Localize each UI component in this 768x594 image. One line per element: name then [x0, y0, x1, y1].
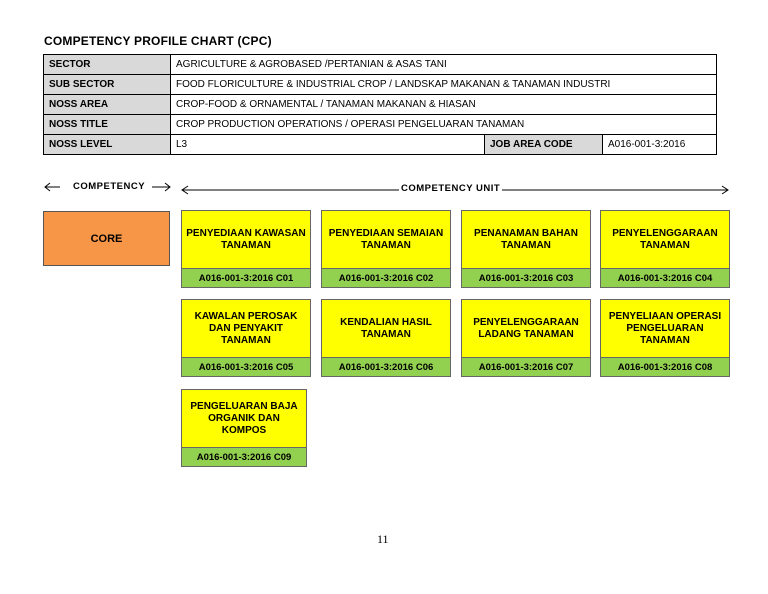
page-number: 11: [377, 532, 389, 546]
noss-title-label: NOSS TITLE: [44, 115, 171, 135]
unit-name: PENYELENGGARAAN LADANG TANAMAN: [462, 300, 590, 358]
competency-unit-c09: [181, 389, 307, 467]
sector-value: AGRICULTURE & AGROBASED /PERTANIAN & ASAS TANI: [171, 55, 717, 75]
noss-level-value: L3: [171, 135, 485, 155]
unit-name: PENANAMAN BAHAN TANAMAN: [462, 211, 590, 269]
unit-code: A016-001-3:2016 C03: [462, 269, 590, 287]
competency-unit-c08: [600, 299, 730, 377]
table-row: [44, 115, 717, 135]
table-row: [44, 135, 717, 155]
unit-code: A016-001-3:2016 C08: [601, 358, 729, 376]
table-row: [44, 75, 717, 95]
table-row: [44, 95, 717, 115]
chart-title: COMPETENCY PROFILE CHART (CPC): [44, 34, 272, 48]
unit-name: PENYELENGGARAAN TANAMAN: [601, 211, 729, 269]
unit-name: PENYELIAAN OPERASI PENGELUARAN TANAMAN: [601, 300, 729, 358]
unit-code: A016-001-3:2016 C01: [182, 269, 310, 287]
noss-level-label: NOSS LEVEL: [44, 135, 171, 155]
job-area-label: JOB AREA CODE: [485, 135, 603, 155]
competency-unit-c04: [600, 210, 730, 288]
noss-area-value: CROP-FOOD & ORNAMENTAL / TANAMAN MAKANAN & HIASAN: [171, 95, 717, 115]
unit-name: KENDALIAN HASIL TANAMAN: [322, 300, 450, 358]
competency-unit-c01: [181, 210, 311, 288]
unit-code: A016-001-3:2016 C06: [322, 358, 450, 376]
competency-header-label: COMPETENCY: [73, 181, 146, 192]
competency-unit-c03: [461, 210, 591, 288]
competency-unit-c02: [321, 210, 451, 288]
noss-title-value: CROP PRODUCTION OPERATIONS / OPERASI PENGELUARAN TANAMAN: [171, 115, 717, 135]
subsector-label: SUB SECTOR: [44, 75, 171, 95]
unit-code: A016-001-3:2016 C07: [462, 358, 590, 376]
unit-name: PENYEDIAAN KAWASAN TANAMAN: [182, 211, 310, 269]
table-row: [44, 55, 717, 75]
competency-header: [44, 181, 172, 195]
competency-unit-c05: [181, 299, 311, 377]
unit-code: A016-001-3:2016 C09: [182, 448, 306, 466]
competency-unit-c07: [461, 299, 591, 377]
noss-area-label: NOSS AREA: [44, 95, 171, 115]
profile-info-table: [43, 54, 717, 155]
competency-unit-header-label: COMPETENCY UNIT: [401, 183, 501, 194]
unit-code: A016-001-3:2016 C05: [182, 358, 310, 376]
unit-code: A016-001-3:2016 C02: [322, 269, 450, 287]
unit-name: PENGELUARAN BAJA ORGANIK DAN KOMPOS: [182, 390, 306, 448]
unit-name: KAWALAN PEROSAK DAN PENYAKIT TANAMAN: [182, 300, 310, 358]
unit-name: PENYEDIAAN SEMAIAN TANAMAN: [322, 211, 450, 269]
core-category-box: CORE: [43, 211, 170, 266]
unit-code: A016-001-3:2016 C04: [601, 269, 729, 287]
subsector-value: FOOD FLORICULTURE & INDUSTRIAL CROP / LANDSKAP MAKANAN & TANAMAN INDUSTRI: [171, 75, 717, 95]
job-area-value: A016-001-3:2016: [603, 135, 717, 155]
competency-unit-header: [181, 183, 730, 197]
competency-unit-c06: [321, 299, 451, 377]
sector-label: SECTOR: [44, 55, 171, 75]
